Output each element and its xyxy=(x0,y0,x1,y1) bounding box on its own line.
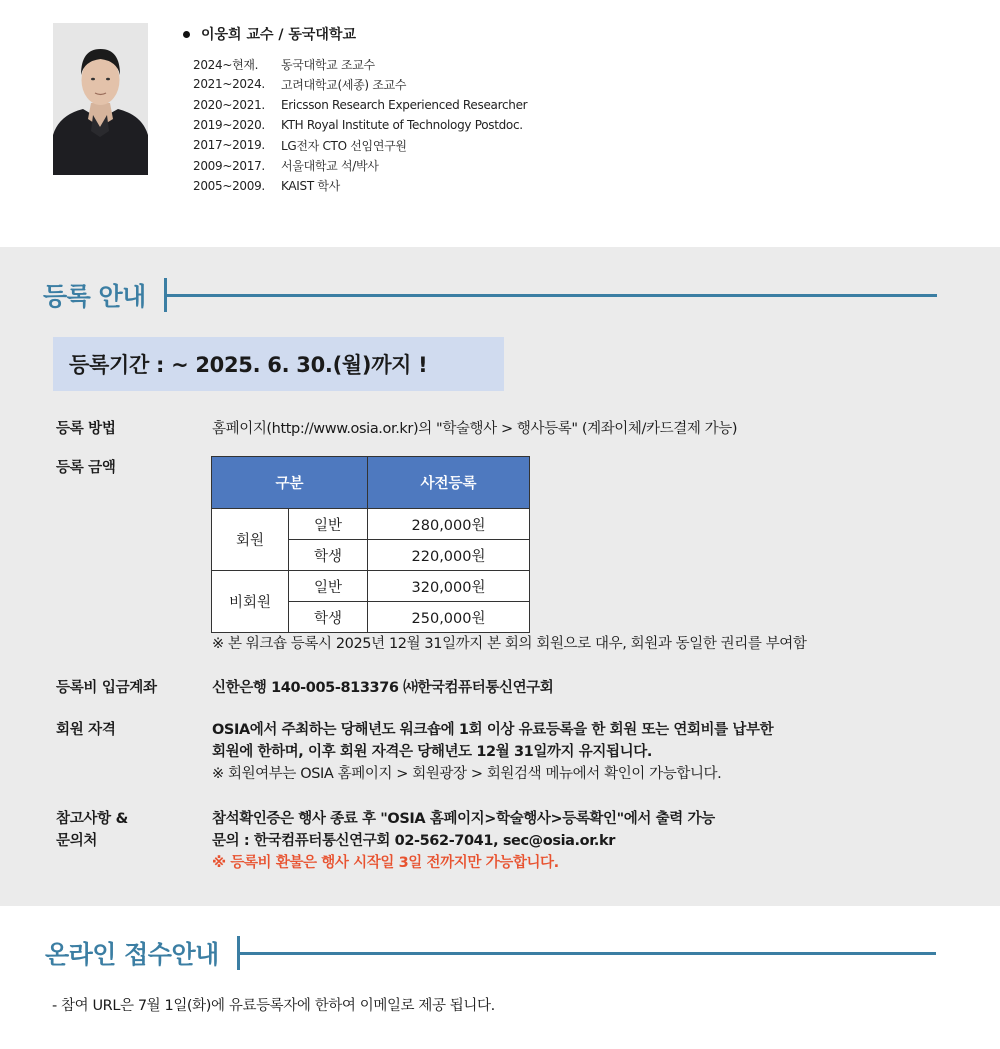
membership-note: ※ 회원여부는 OSIA 홈페이지 > 회원광장 > 회원검색 메뉴에서 확인이 가능합니다. xyxy=(212,766,722,782)
online-heading xyxy=(45,935,936,971)
membership-line: OSIA에서 주최하는 당해년도 워크숍에 1회 이상 유료등록을 한 회원 또는 연회비를 납부한 xyxy=(212,722,774,738)
fee-non-member-cell: 비회원 xyxy=(212,571,289,633)
notes-line: 참석확인증은 행사 종료 후 "OSIA 홈페이지>학술행사>등록확인"에서 출력 가능 xyxy=(212,811,715,827)
career-period: 2020~2021. xyxy=(193,97,265,112)
speaker-name xyxy=(183,24,356,44)
fee-table xyxy=(211,456,530,633)
fee-member-cell: 회원 xyxy=(212,509,289,571)
fee-table-header-row xyxy=(212,457,530,509)
career-desc: 서울대학교 석/박사 xyxy=(281,159,379,174)
fee-header-price: 사전등록 xyxy=(368,457,530,509)
career-item xyxy=(193,54,527,74)
fee-header-category: 구분 xyxy=(212,457,368,509)
fee-note: ※ 본 워크숍 등록시 2025년 12월 31일까지 본 회의 회원으로 대우, 회원과 동일한 권리를 부여함 xyxy=(212,636,807,652)
online-section xyxy=(0,906,1000,1049)
membership-label: 회원 자격 xyxy=(56,722,116,738)
fee-label: 등록 금액 xyxy=(56,460,116,476)
career-item xyxy=(193,135,527,155)
online-title: 온라인 접수안내 xyxy=(45,940,219,969)
fee-type-cell: 학생 xyxy=(289,602,368,633)
career-item xyxy=(193,95,527,115)
notes-value xyxy=(212,808,715,874)
career-desc: 동국대학교 조교수 xyxy=(281,57,375,72)
contact-line: 문의 : 한국컴퓨터통신연구회 02-562-7041, sec@osia.or.kr xyxy=(212,833,615,849)
registration-heading xyxy=(43,277,937,313)
career-item xyxy=(193,155,527,175)
bullet-icon xyxy=(183,31,190,38)
refund-warning: ※ 등록비 환불은 행사 시작일 3일 전까지만 가능합니다. xyxy=(212,855,559,871)
career-period: 2024~현재. xyxy=(193,57,259,72)
fee-price-cell: 320,000원 xyxy=(368,571,530,602)
speaker-name-text: 이웅희 교수 / 동국대학교 xyxy=(201,27,356,43)
career-list xyxy=(193,54,527,196)
online-info: - 참여 URL은 7월 1일(화)에 유료등록자에 한하여 이메일로 제공 됩니다. xyxy=(52,998,495,1014)
notes-label-line: 참고사항 & xyxy=(56,811,128,827)
speaker-photo xyxy=(53,23,148,175)
notes-label-line: 문의처 xyxy=(56,833,98,849)
fee-price-cell: 250,000원 xyxy=(368,602,530,633)
person-portrait-icon xyxy=(53,23,148,175)
career-desc: 고려대학교(세종) 조교수 xyxy=(281,77,407,92)
heading-divider xyxy=(240,952,936,955)
career-period: 2017~2019. xyxy=(193,138,265,153)
career-desc: LG전자 CTO 선임연구원 xyxy=(281,138,407,153)
heading-divider xyxy=(167,294,937,297)
career-desc: KAIST 학사 xyxy=(281,179,340,194)
career-item xyxy=(193,74,527,94)
fee-type-cell: 학생 xyxy=(289,540,368,571)
registration-title: 등록 안내 xyxy=(43,282,146,311)
membership-value xyxy=(212,719,773,785)
account-value: 신한은행 140-005-813376 ㈔한국컴퓨터통신연구회 xyxy=(212,680,554,696)
registration-section xyxy=(0,247,1000,906)
fee-price-cell: 220,000원 xyxy=(368,540,530,571)
fee-type-cell: 일반 xyxy=(289,571,368,602)
career-period: 2019~2020. xyxy=(193,118,265,133)
account-label: 등록비 입금계좌 xyxy=(56,680,157,696)
career-period: 2005~2009. xyxy=(193,178,265,193)
career-item xyxy=(193,176,527,196)
table-row xyxy=(212,509,530,540)
career-period: 2021~2024. xyxy=(193,77,265,92)
membership-line: 회원에 한하며, 이후 회원 자격은 당해년도 12월 31일까지 유지됩니다. xyxy=(212,744,652,760)
career-period: 2009~2017. xyxy=(193,158,265,173)
method-value: 홈페이지(http://www.osia.or.kr)의 "학술행사 > 행사등록" (계좌이체/카드결제 가능) xyxy=(212,421,738,437)
fee-type-cell: 일반 xyxy=(289,509,368,540)
method-label: 등록 방법 xyxy=(56,421,116,437)
career-item xyxy=(193,115,527,135)
notes-label xyxy=(56,808,128,852)
registration-period-box xyxy=(53,337,504,391)
career-desc: KTH Royal Institute of Technology Postdoc. xyxy=(281,118,523,133)
speaker-section xyxy=(0,0,1000,247)
career-desc: Ericsson Research Experienced Researcher xyxy=(281,97,528,112)
registration-period: 등록기간 : ~ 2025. 6. 30.(월)까지 ! xyxy=(69,353,428,377)
table-row xyxy=(212,571,530,602)
fee-price-cell: 280,000원 xyxy=(368,509,530,540)
